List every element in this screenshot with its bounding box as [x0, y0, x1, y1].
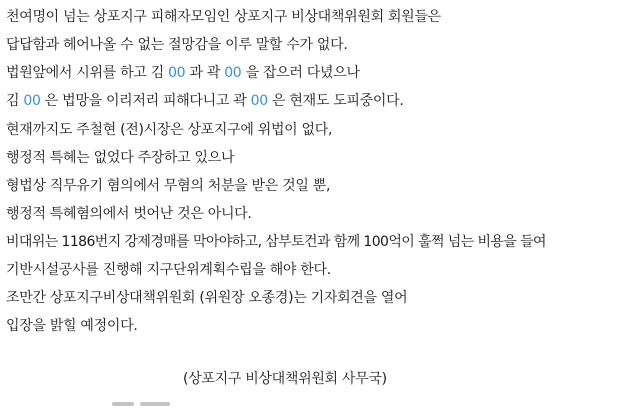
signature: (상포지구 비상대책위원회 사무국): [183, 371, 387, 387]
body-line-6: 행정적 특혜는 없었다 주장하고 있으나: [6, 150, 235, 166]
body-line-2: 답답함과 헤어나올 수 없는 절망감을 이루 말할 수가 없다.: [6, 37, 348, 53]
redacted-name: 00: [224, 65, 242, 81]
body-line-4: [6, 92, 403, 110]
redacted-name: 00: [168, 65, 186, 81]
text-segment: 과 곽: [185, 65, 225, 81]
body-line-8: 행정적 특혜혐의에서 벗어난 것은 아니다.: [6, 206, 252, 222]
stamp-mark: [112, 398, 172, 408]
body-line-7: 형법상 직무유기 혐의에서 무혐의 처분을 받은 것일 뿐,: [6, 178, 331, 194]
body-line-12: 입장을 밝힐 예정이다.: [6, 318, 138, 334]
body-line-10: 기반시설공사를 진행해 지구단위계획수립을 해야 한다.: [6, 262, 331, 278]
text-segment: 을 잡으러 다녔으나: [241, 65, 360, 81]
text-segment: 법원앞에서 시위를 하고 김: [6, 65, 169, 81]
text-segment: 은 법망을 이리저리 피해다니고 곽: [40, 93, 251, 109]
body-line-1: 천여명이 넘는 상포지구 피해자모임인 상포지구 비상대책위원회 회원들은: [6, 9, 441, 25]
redacted-name: 00: [23, 93, 41, 109]
body-line-9: 비대위는 1186번지 강제경매를 막아야하고, 삼부토건과 함께 100억이 훌쩍 넘는 비용을 들여: [6, 234, 546, 250]
body-line-5: 현재까지도 주철현 (전)시장은 상포지구에 위법이 없다,: [6, 122, 333, 138]
body-line-11: 조만간 상포지구비상대책위원회 (위원장 오종경)는 기자회견을 열어: [6, 290, 408, 306]
body-line-3: [6, 64, 360, 82]
text-segment: 은 현재도 도피중이다.: [267, 93, 404, 109]
redacted-name: 00: [250, 93, 268, 109]
text-segment: 김: [6, 93, 24, 109]
